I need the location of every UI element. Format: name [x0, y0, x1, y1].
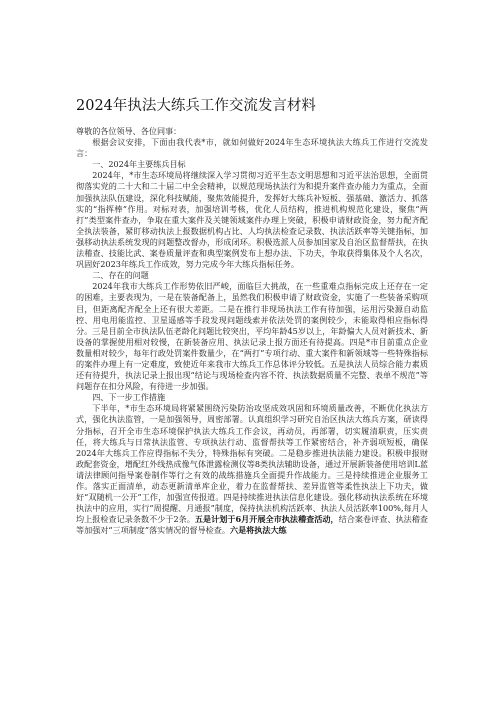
document-body	[76, 126, 428, 536]
greeting: 尊敬的各位领导、各位同事：	[76, 126, 182, 136]
section-3-bold-text-2: 六是将执法大练	[229, 525, 287, 536]
section-1-heading: 一、2024年主要练兵目标	[92, 159, 186, 170]
section-2-heading: 二、存在的问题	[92, 270, 149, 281]
section-3-tail-text: 结合案卷评查、执法稽查等加强对“三项制度”落实情况的督导检查。	[76, 514, 428, 536]
section-3-body	[76, 403, 428, 536]
intro-paragraph: 根据会议安排，下面由我代表*市，就如何做好2024年生态环境执法大练兵工作进行交流发言：	[76, 137, 428, 159]
section-3-text: 下半年，*市生态环境局将紧紧围绕污染防治攻坚成效巩固和环境质量改善，不断优化执法方式，强化执法监管，一是加强领导，周密部署。认真组织学习研究自治区执法大练兵方案，研读得分指标，召开全市生态环境保护执法大练兵工作会议，再动员，再部署，切实履清职责，压实责任，将大练兵与日常执法监管、专项执法行动、监督帮扶等工作紧密结合，补齐弱项短板，确保2024年大练兵工作应得指标不失分，特殊指标有突破。二是稳步推进执法能力建设。积极申报财政配套资金，增配红外线热成像气体泄露检测仪等8类执法辅助设备，通过开展新装备使用培训L蓝请法律顾问指导案卷制作等行之有效的战练措施兵全面提升作战能力。三是持续推进企业服务工作。落实正面清单，动态更新清单库企业，着力在监督帮扶、差异监管等柔性执法上下功夫，做好“双随机一公开”工作，加强宣传报道。四是持续推进执法信息化建设。强化移动执法系统在环境执法中的应用，实行“周提醒、月通报”制度，保持执法机构活跃率、执法人员活跃率100%,每月人均上报检查记录条数不少于2条。	[76, 403, 428, 525]
section-3-bold-text: 五是计划于6月开展全市执法稽查活动，	[194, 514, 339, 525]
section-2-body: 2024年我市大练兵工作形势依旧严峻，面临巨大挑战，在一些重难点指标完成上还存在一定的困难，主要表现为，一是在装备配备上，虽然我们积极申请了财政资金，实施了一些装备采购项目，但距离配齐配全上还有很大差距。二是在推行非现场执法工作有待加强，运用污染源自动监控、用电用能监控、卫星遥感等手段发现问题线索并依法处罚的案例较少，未能取得相应指标得分。三是目前全市执法队伍老龄化问题比较突出，平均年龄45岁以上，年龄偏大人员对新技术、新设备的掌握使用相对较慢，在新装备应用、执法记录上报方面还有待提高。四是*市目前重点企业数量相对较少，每年行政处罚案件数量少，在“两打”专项行动、重大案件和新领域等一些特殊指标的案件办理上有一定难度，致使近年来我市大练兵工作总体评分较低。五是执法人员综合能力素质还有待提升，执法记录上报出现“结论与现场检查内容不符、执法数据质量不完整、表单不规范”等问题存在扣分风险，有待进一步加强。	[76, 281, 428, 392]
document-title: 2024年执法大练兵工作交流发言材料	[76, 98, 316, 114]
section-1-body: 2024年，*市生态环境局将继续深入学习贯彻习近平生态文明思想和习近平法治思想，全面贯彻落实党的二十大和二十届二中全会精神，以规范现场执法行为和提升案件查办能力为重点，全面加强执法队伍建设，深化科技赋能，聚焦效能提升，发挥好大练兵补短板、强基础、激活力、抓落实的“指挥棒”作用。对标对表，加强培训考核，优化人员结构，推进机构规范化建设，聚焦“两打”类型案件查办，争取在重大案件及关键领域案件办理上突破，积极申请财政资金，努力配齐配全执法装备，紧盯移动执法上报数据机构占比、人均执法检查记录数、执法活跃率等关键指标，加强移动执法系统发现的问题整改督办，形成闭环。积极选派人员参加国家及自治区监督帮扶，在执法稽查、技能比武、案卷质量评查和典型案例发布上想办法、下功夫，争取获得集体及个人名次，巩固好2023年练兵工作成效，努力完成今年大练兵指标任务。	[76, 170, 428, 270]
section-3-heading: 四、下一步工作措施	[92, 392, 166, 403]
